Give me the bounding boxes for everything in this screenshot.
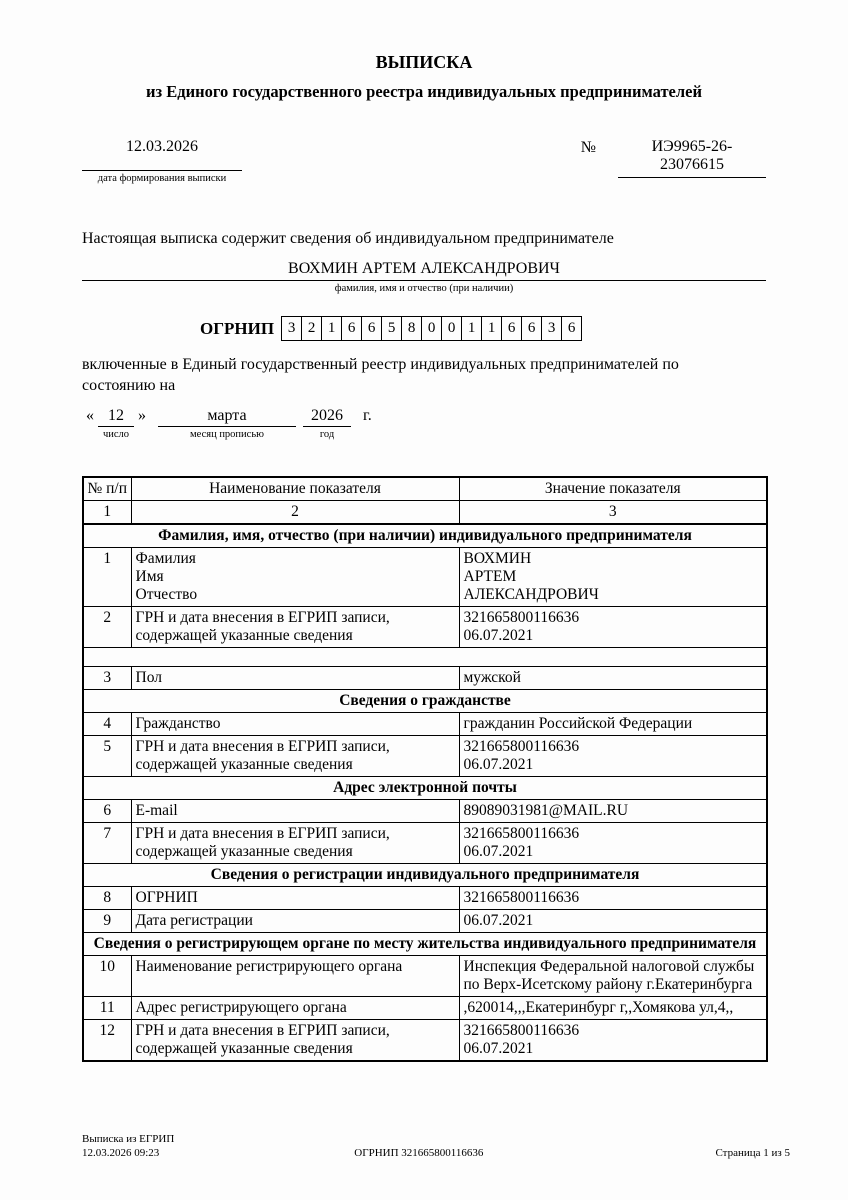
day-caption: число — [102, 429, 130, 440]
ogrnip-boxes — [281, 316, 582, 341]
header-indicator-name: Наименование показателя — [131, 477, 459, 501]
ogrnip-digit-box: 6 — [561, 316, 582, 341]
section-row — [83, 864, 767, 887]
table-row — [83, 800, 767, 823]
row-number: 12 — [83, 1020, 131, 1062]
table-header-row — [83, 477, 767, 501]
indicators-table-body — [83, 524, 767, 1061]
year-field — [303, 407, 351, 440]
ogrnip-row — [200, 316, 766, 341]
month-field — [158, 407, 296, 440]
row-number: 5 — [83, 736, 131, 777]
as-of-date-row — [82, 407, 766, 440]
indicator-name: E-mail — [131, 800, 459, 823]
meta-row — [82, 138, 766, 190]
table-row — [83, 1020, 767, 1062]
indicator-name: Пол — [131, 667, 459, 690]
section-row — [83, 524, 767, 548]
footer-page-number: Страница 1 из 5 — [715, 1146, 790, 1159]
ogrnip-digit-box: 6 — [361, 316, 382, 341]
day-value: 12 — [98, 407, 134, 427]
indicator-value: 321665800116636 — [459, 887, 767, 910]
ogrnip-digit-box: 1 — [461, 316, 482, 341]
indicator-name: Наименование регистрирующего органа — [131, 956, 459, 997]
close-quote: » — [138, 407, 146, 424]
row-number: 3 — [83, 667, 131, 690]
formation-date-block — [82, 138, 242, 190]
document-number-block — [581, 138, 766, 190]
header-indicator-value: Значение показателя — [459, 477, 767, 501]
row-number: 9 — [83, 910, 131, 933]
table-row — [83, 956, 767, 997]
table-row — [83, 713, 767, 736]
section-title: Сведения о регистрации индивидуального предпринимателя — [83, 864, 767, 887]
indicators-table — [82, 476, 768, 1062]
header-num: № п/п — [83, 477, 131, 501]
section-title: Сведения о гражданстве — [83, 690, 767, 713]
document-subtitle: из Единого государственного реестра индивидуальных предпринимателей — [146, 82, 702, 101]
empty-cell — [83, 648, 767, 667]
table-row — [83, 736, 767, 777]
entrepreneur-name-caption: фамилия, имя и отчество (при наличии) — [334, 283, 514, 294]
indicator-value: Инспекция Федеральной налоговой службы по Верх-Исетскому району г.Екатеринбурга — [459, 956, 767, 997]
column-number: 2 — [131, 501, 459, 525]
ogrnip-digit-box: 6 — [341, 316, 362, 341]
year-value: 2026 — [303, 407, 351, 427]
indicator-name: Дата регистрации — [131, 910, 459, 933]
row-number: 1 — [83, 548, 131, 607]
empty-row — [83, 648, 767, 667]
formation-date-value: 12.03.2026 — [82, 138, 242, 171]
row-number: 10 — [83, 956, 131, 997]
indicator-value: 321665800116636 06.07.2021 — [459, 1020, 767, 1062]
row-number: 7 — [83, 823, 131, 864]
indicator-value: мужской — [459, 667, 767, 690]
indicator-value: ВОХМИН АРТЕМ АЛЕКСАНДРОВИЧ — [459, 548, 767, 607]
ogrnip-digit-box: 3 — [281, 316, 302, 341]
indicator-name: ГРН и дата внесения в ЕГРИП записи, содержащей указанные сведения — [131, 607, 459, 648]
section-title: Сведения о регистрирующем органе по месту жительства индивидуального предпринимателя — [83, 933, 767, 956]
ogrnip-digit-box: 1 — [481, 316, 502, 341]
table-row — [83, 887, 767, 910]
footer-left: Выписка из ЕГРИП 12.03.2026 09:23 — [82, 1133, 175, 1159]
ogrnip-digit-box: 6 — [521, 316, 542, 341]
column-number-row — [83, 501, 767, 525]
indicator-value: 321665800116636 06.07.2021 — [459, 607, 767, 648]
column-number: 1 — [83, 501, 131, 525]
column-number: 3 — [459, 501, 767, 525]
ogrnip-digit-box: 2 — [301, 316, 322, 341]
year-caption: год — [319, 429, 335, 440]
indicator-name: Фамилия Имя Отчество — [131, 548, 459, 607]
page-footer — [82, 1133, 790, 1160]
footer-ogrnip: ОГРНИП 321665800116636 — [354, 1146, 484, 1159]
ogrnip-label: ОГРНИП — [200, 318, 275, 338]
ogrnip-digit-box: 5 — [381, 316, 402, 341]
section-row — [83, 690, 767, 713]
row-number: 11 — [83, 997, 131, 1020]
indicator-value: 06.07.2021 — [459, 910, 767, 933]
included-text: включенные в Единый государственный реестр индивидуальных предпринимателей по состоянию на — [82, 356, 679, 394]
indicator-value: гражданин Российской Федерации — [459, 713, 767, 736]
open-quote: « — [86, 407, 94, 424]
document-title: ВЫПИСКА — [375, 52, 473, 72]
table-row — [83, 548, 767, 607]
indicator-value: 321665800116636 06.07.2021 — [459, 736, 767, 777]
indicator-name: ГРН и дата внесения в ЕГРИП записи, содержащей указанные сведения — [131, 1020, 459, 1062]
indicator-name: Адрес регистрирующего органа — [131, 997, 459, 1020]
month-value: марта — [158, 407, 296, 427]
section-row — [83, 777, 767, 800]
ogrnip-digit-box: 8 — [401, 316, 422, 341]
row-number: 6 — [83, 800, 131, 823]
row-number: 8 — [83, 887, 131, 910]
formation-date-caption: дата формирования выписки — [97, 173, 227, 184]
indicator-value: 89089031981@MAIL.RU — [459, 800, 767, 823]
indicator-value: 321665800116636 06.07.2021 — [459, 823, 767, 864]
ogrnip-digit-box: 0 — [421, 316, 442, 341]
ogrnip-digit-box: 0 — [441, 316, 462, 341]
section-row — [83, 933, 767, 956]
ogrnip-digit-box: 1 — [321, 316, 342, 341]
document-number-value: ИЭ9965-26- 23076615 — [618, 138, 766, 178]
table-row — [83, 910, 767, 933]
year-suffix: г. — [363, 407, 372, 424]
indicator-name: ГРН и дата внесения в ЕГРИП записи, содержащей указанные сведения — [131, 823, 459, 864]
number-sign: № — [580, 139, 596, 156]
indicator-name: ГРН и дата внесения в ЕГРИП записи, содержащей указанные сведения — [131, 736, 459, 777]
table-row — [83, 667, 767, 690]
ogrnip-digit-box: 3 — [541, 316, 562, 341]
indicator-name: Гражданство — [131, 713, 459, 736]
indicator-value: ,620014,,,Екатеринбург г,,Хомякова ул,4,, — [459, 997, 767, 1020]
intro-text: Настоящая выписка содержит сведения об индивидуальном предпринимателе — [82, 230, 614, 247]
entrepreneur-name: ВОХМИН АРТЕМ АЛЕКСАНДРОВИЧ — [82, 260, 766, 281]
section-title: Адрес электронной почты — [83, 777, 767, 800]
month-caption: месяц прописью — [190, 429, 264, 440]
row-number: 4 — [83, 713, 131, 736]
table-row — [83, 997, 767, 1020]
day-field — [98, 407, 134, 440]
section-title: Фамилия, имя, отчество (при наличии) индивидуального предпринимателя — [83, 524, 767, 548]
entrepreneur-name-block — [82, 260, 766, 294]
table-row — [83, 607, 767, 648]
ogrnip-digit-box: 6 — [501, 316, 522, 341]
indicator-name: ОГРНИП — [131, 887, 459, 910]
table-row — [83, 823, 767, 864]
row-number: 2 — [83, 607, 131, 648]
